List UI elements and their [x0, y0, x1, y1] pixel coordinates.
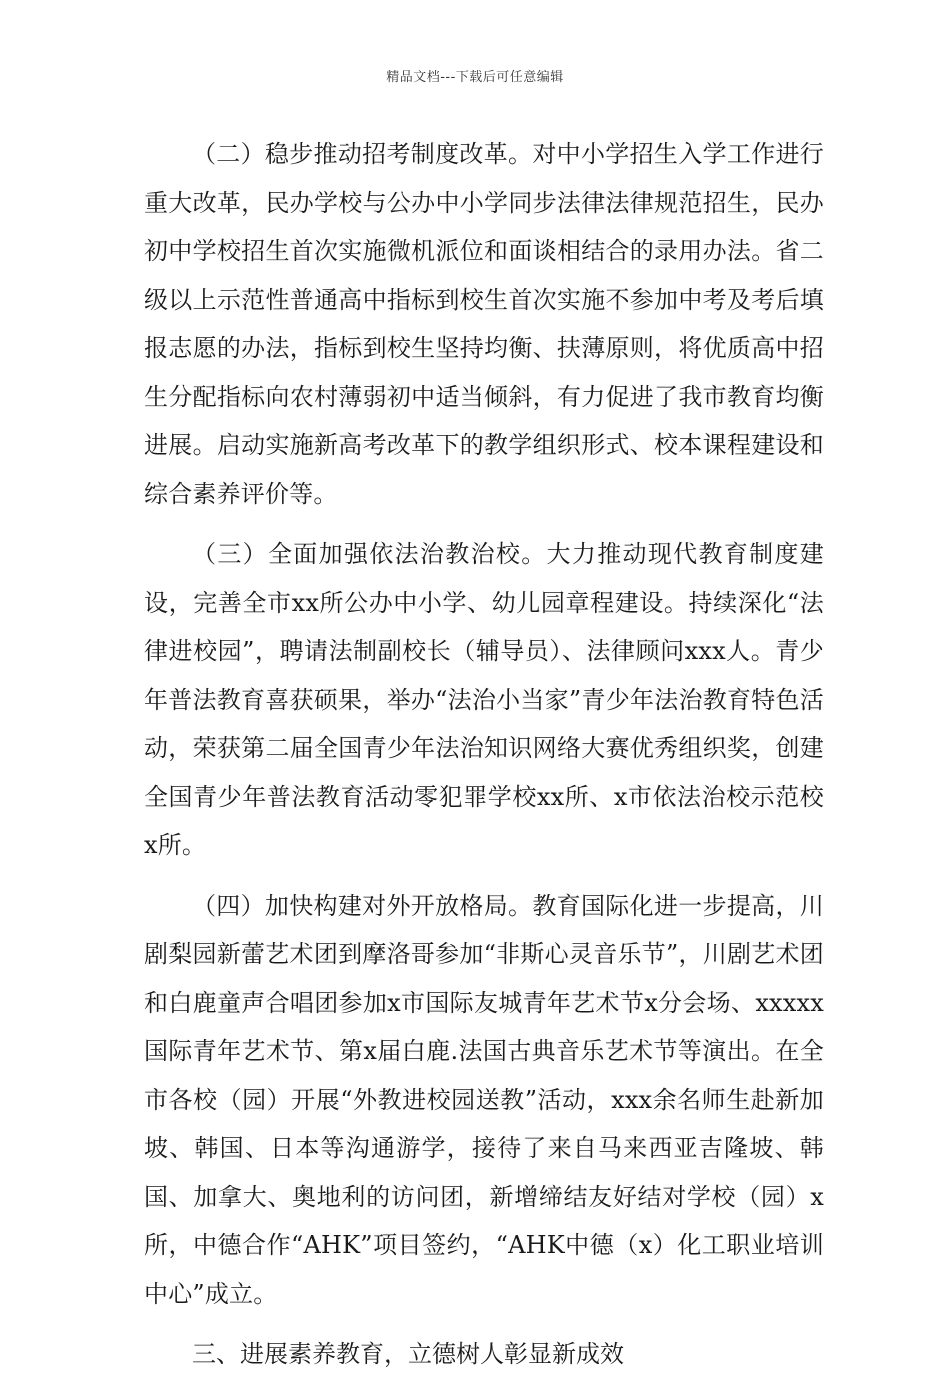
paragraph-opening-up: （四）加快构建对外开放格局。教育国际化进一步提高，川剧梨园新蕾艺术团到摩洛哥参加“非斯心灵音乐节”，川剧艺术团和白鹿童声合唱团参加x市国际友城青年艺术节x分会场、xxxxx国际青年艺术节、第x届白鹿.法国古典音乐艺术节等演出。在全市各校（园）开展“外教进校园送教”活动，xxx余名师生赴新加坡、韩国、日本等沟通游学，接待了来自马来西亚吉隆坡、韩国、加拿大、奥地利的访问团，新增缔结友好结对学校（园）x所，中德合作“AHK”项目签约，“AHK中德（x）化工职业培训中心”成立。	[144, 891, 824, 1308]
paragraph-rule-of-law: （三）全面加强依法治教治校。大力推动现代教育制度建设，完善全市xx所公办中小学、幼儿园章程建设。持续深化“法律进校园”，聘请法制副校长（辅导员）、法律顾问xxx人。青少年普法教育喜获硕果，举办“法治小当家”青少年法治教育特色活动，荣获第二届全国青少年法治知识网络大赛优秀组织奖，创建全国青少年普法教育活动零犯罪学校xx所、x市依法治校示范校x所。	[144, 540, 824, 859]
document-body	[144, 130, 824, 1379]
page-header: 精品文档---下载后可任意编辑	[386, 70, 564, 85]
section-heading: 三、进展素养教育，立德树人彰显新成效	[192, 1340, 624, 1368]
paragraph-recruitment-reform: （二）稳步推动招考制度改革。对中小学招生入学工作进行重大改革，民办学校与公办中小学同步法律法律规范招生，民办初中学校招生首次实施微机派位和面谈相结合的录用办法。省二级以上示范性普通高中指标到校生首次实施不参加中考及考后填报志愿的办法，指标到校生坚持均衡、扶薄原则，将优质高中招生分配指标向农村薄弱初中适当倾斜，有力促进了我市教育均衡进展。启动实施新高考改革下的教学组织形式、校本课程建设和综合素养评价等。	[144, 140, 824, 508]
